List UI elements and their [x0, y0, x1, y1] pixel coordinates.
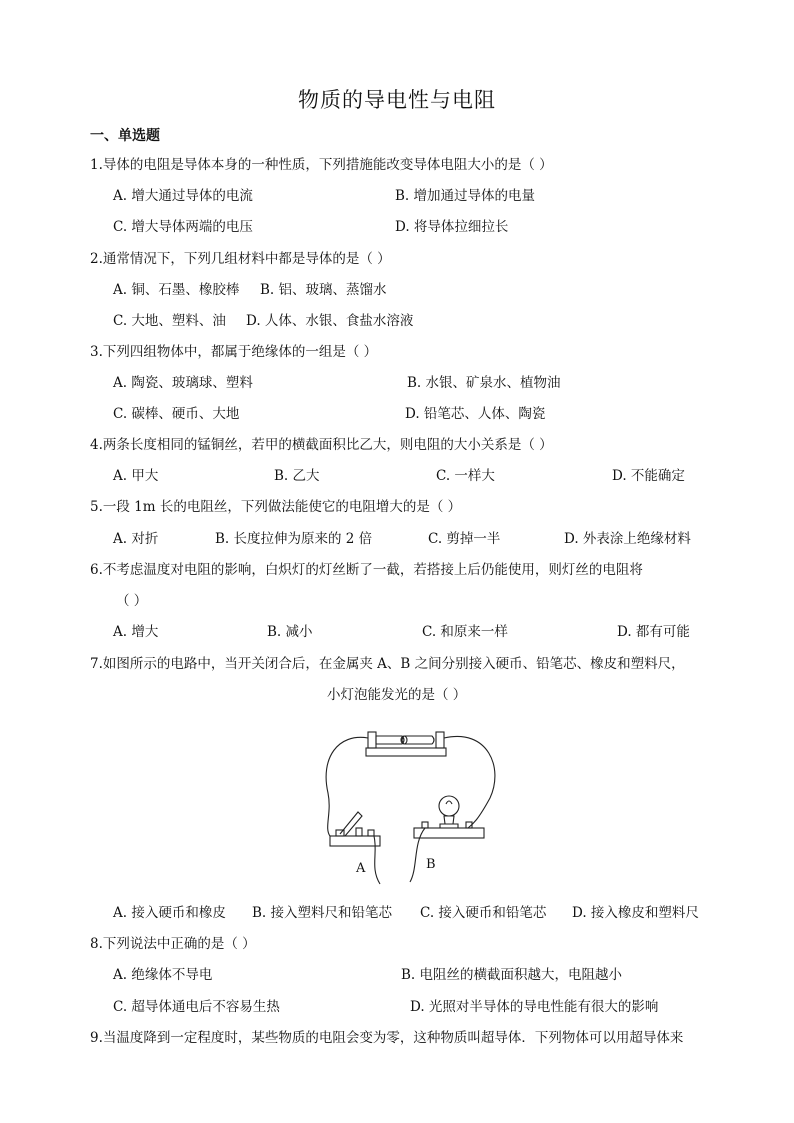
q2-option-d: D. 人体、水银、食盐水溶液	[246, 313, 414, 329]
q2-option-a: A. 铜、石墨、橡胶棒	[113, 282, 240, 298]
label-b: B	[426, 857, 436, 872]
q8-option-a: A. 绝缘体不导电	[113, 967, 213, 983]
q7-option-b: B. 接入塑料尺和铅笔芯	[252, 905, 393, 921]
question-1-stem: 1.导体的电阻是导体本身的一种性质，下列措施能改变导体电阻大小的是（ ）	[90, 157, 553, 173]
q8-option-b: B. 电阻丝的横截面积越大，电阻越小	[401, 967, 623, 983]
q4-option-b: B. 乙大	[274, 468, 320, 484]
q3-option-d: D. 铅笔芯、人体、陶瓷	[405, 406, 546, 422]
q3-option-b: B. 水银、矿泉水、植物油	[407, 375, 561, 391]
q7-option-a: A. 接入硬币和橡皮	[113, 905, 226, 921]
q4-option-c: C. 一样大	[436, 468, 495, 484]
q7-option-c: C. 接入硬币和铅笔芯	[420, 905, 547, 921]
circuit-diagram	[318, 728, 508, 888]
q6-option-a: A. 增大	[113, 624, 159, 640]
q5-option-b: B. 长度拉伸为原来的 2 倍	[215, 531, 373, 547]
question-5-stem: 5.一段 1m 长的电阻丝，下列做法能使它的电阻增大的是（ ）	[90, 499, 462, 515]
q1-option-a: A. 增大通过导体的电流	[113, 188, 253, 204]
wire-left	[326, 737, 368, 836]
battery-holder-right	[436, 732, 444, 748]
wire-clip-b	[410, 828, 425, 882]
q1-option-d: D. 将导体拉细拉长	[395, 219, 509, 235]
question-8-stem: 8.下列说法中正确的是（ ）	[90, 936, 256, 952]
battery-cell	[376, 736, 404, 744]
question-6-stem: 6.不考虑温度对电阻的影响，白炽灯的灯丝断了一截，若搭接上后仍能使用，则灯丝的电阻将	[90, 562, 643, 578]
q5-option-a: A. 对折	[113, 531, 159, 547]
question-2-stem: 2.通常情况下，下列几组材料中都是导体的是（ ）	[90, 251, 391, 267]
question-6-stem-cont: （ ）	[116, 593, 148, 609]
q6-option-c: C. 和原来一样	[422, 624, 508, 640]
wire-clip-a	[374, 836, 380, 884]
q5-option-d: D. 外表涂上绝缘材料	[564, 531, 691, 547]
page-title: 物质的导电性与电阻	[298, 88, 496, 112]
q7-option-d: D. 接入橡皮和塑料尺	[572, 905, 699, 921]
q4-option-d: D. 不能确定	[612, 468, 685, 484]
bulb-icon	[439, 796, 459, 816]
q8-option-c: C. 超导体通电后不容易生热	[113, 999, 280, 1015]
q6-option-d: D. 都有可能	[617, 624, 690, 640]
q8-option-d: D. 光照对半导体的导电性能有很大的影响	[410, 999, 659, 1015]
q1-option-b: B. 增加通过导体的电量	[395, 188, 536, 204]
q4-option-a: A. 甲大	[113, 468, 159, 484]
q5-option-c: C. 剪掉一半	[428, 531, 501, 547]
q2-option-c: C. 大地、塑料、油	[113, 313, 226, 329]
q1-option-c: C. 增大导体两端的电压	[113, 219, 253, 235]
question-3-stem: 3.下列四组物体中，都属于绝缘体的一组是（ ）	[90, 344, 378, 360]
q3-option-c: C. 碳棒、硬币、大地	[113, 406, 240, 422]
switch-board	[330, 836, 380, 846]
question-7-stem: 7.如图所示的电路中，当开关闭合后，在金属夹 A、B 之间分别接入硬币、铅笔芯、橡皮和塑料尺，	[90, 656, 685, 672]
question-7-stem-cont: 小灯泡能发光的是（ ）	[327, 687, 467, 703]
battery-board	[366, 748, 446, 756]
question-4-stem: 4.两条长度相同的锰铜丝，若甲的横截面积比乙大，则电阻的大小关系是（ ）	[90, 437, 553, 453]
switch-lever	[340, 812, 362, 836]
q2-option-b: B. 铝、玻璃、蒸馏水	[260, 282, 387, 298]
battery-holder-left	[368, 732, 376, 748]
label-a: A	[356, 861, 366, 876]
q6-option-b: B. 减小	[267, 624, 313, 640]
section-heading: 一、单选题	[90, 128, 160, 144]
wire-right	[444, 736, 495, 828]
question-9-stem: 9.当温度降到一定程度时，某些物质的电阻会变为零，这种物质叫超导体．下列物体可以用超导体来	[90, 1030, 684, 1046]
q3-option-a: A. 陶瓷、玻璃球、塑料	[113, 375, 253, 391]
